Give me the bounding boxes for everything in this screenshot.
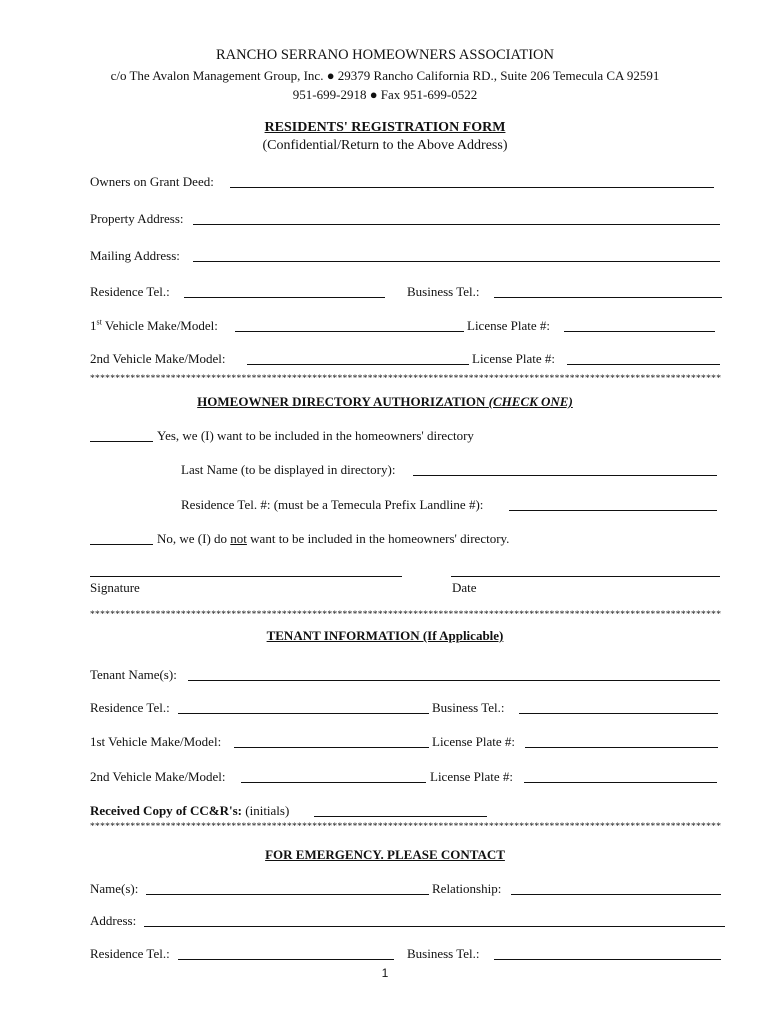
no-option-label: No, we (I) do not want to be included in the homeowners' directory. [157,531,510,546]
owners-label: Owners on Grant Deed: [90,174,214,189]
emergency-business-label: Business Tel.: [407,946,480,961]
page-number: 1 [381,966,389,980]
directory-heading: HOMEOWNER DIRECTORY AUTHORIZATION (CHECK ONE) [197,394,573,409]
ccr-label: Received Copy of CC&R's: (initials) [90,803,290,818]
emergency-names-label: Name(s): [90,881,139,896]
tenant-business-field[interactable] [519,713,718,714]
org-phone: 951-699-2918 ● Fax 951-699-0522 [292,87,478,102]
relationship-label: Relationship: [432,881,502,896]
last-name-field[interactable] [413,475,717,476]
emergency-residence-label: Residence Tel.: [90,946,170,961]
yes-check-field[interactable] [90,441,153,442]
signature-label: Signature [90,580,140,595]
relationship-field[interactable] [511,894,721,895]
tenant-names-label: Tenant Name(s): [90,667,177,682]
last-name-label: Last Name (to be displayed in directory): [181,462,396,477]
business-tel-field[interactable] [494,297,722,298]
plate1-label: License Plate #: [467,318,551,333]
property-address-field[interactable] [193,224,720,225]
emergency-address-label: Address: [90,913,137,928]
vehicle2-field[interactable] [247,364,469,365]
tenant-vehicle2-field[interactable] [241,782,426,783]
owners-field[interactable] [230,187,714,188]
ccr-initials-field[interactable] [314,816,487,817]
vehicle2-label: 2nd Vehicle Make/Model: [90,351,226,366]
plate2-label: License Plate #: [472,351,556,366]
tenant-names-field[interactable] [188,680,720,681]
separator-3: ***************************************************************************************************************************** [90,822,722,832]
residence-tel-label: Residence Tel.: [90,284,170,299]
date-field[interactable] [451,576,720,577]
tenant-vehicle1-label: 1st Vehicle Make/Model: [90,734,222,749]
form-subtitle: (Confidential/Return to the Above Address) [262,138,508,153]
directory-residence-field[interactable] [509,510,717,511]
business-tel-label: Business Tel.: [407,284,480,299]
residence-tel-field[interactable] [184,297,385,298]
date-label: Date [452,580,477,595]
separator-1: ***************************************************************************************************************************** [90,374,722,384]
org-address: c/o The Avalon Management Group, Inc. ● 29379 Rancho California RD., Suite 206 Temecula CA 92591 [110,68,660,83]
mailing-address-field[interactable] [193,261,720,262]
plate1-field[interactable] [564,331,715,332]
tenant-plate2-field[interactable] [524,782,717,783]
emergency-heading: FOR EMERGENCY. PLEASE CONTACT [265,847,505,862]
emergency-address-field[interactable] [144,926,725,927]
signature-field[interactable] [90,576,402,577]
tenant-business-label: Business Tel.: [432,700,505,715]
no-check-field[interactable] [90,544,153,545]
tenant-vehicle1-field[interactable] [234,747,429,748]
tenant-residence-label: Residence Tel.: [90,700,170,715]
tenant-plate1-field[interactable] [525,747,718,748]
plate2-field[interactable] [567,364,720,365]
vehicle1-label: 1st Vehicle Make/Model: [90,317,218,333]
tenant-residence-field[interactable] [178,713,429,714]
tenant-heading: TENANT INFORMATION (If Applicable) [266,628,504,643]
vehicle1-field[interactable] [235,331,464,332]
tenant-vehicle2-label: 2nd Vehicle Make/Model: [90,769,226,784]
yes-option-label: Yes, we (I) want to be included in the homeowners' directory [157,428,474,443]
form-title: RESIDENTS' REGISTRATION FORM [264,120,506,135]
directory-residence-label: Residence Tel. #: (must be a Temecula Prefix Landline #): [181,497,484,512]
tenant-plate1-label: License Plate #: [432,734,516,749]
mailing-address-label: Mailing Address: [90,248,180,263]
separator-2: ***************************************************************************************************************************** [90,610,722,620]
emergency-residence-field[interactable] [178,959,394,960]
emergency-business-field[interactable] [494,959,721,960]
emergency-names-field[interactable] [146,894,429,895]
property-address-label: Property Address: [90,211,184,226]
tenant-plate2-label: License Plate #: [430,769,514,784]
org-name: RANCHO SERRANO HOMEOWNERS ASSOCIATION [216,47,554,63]
